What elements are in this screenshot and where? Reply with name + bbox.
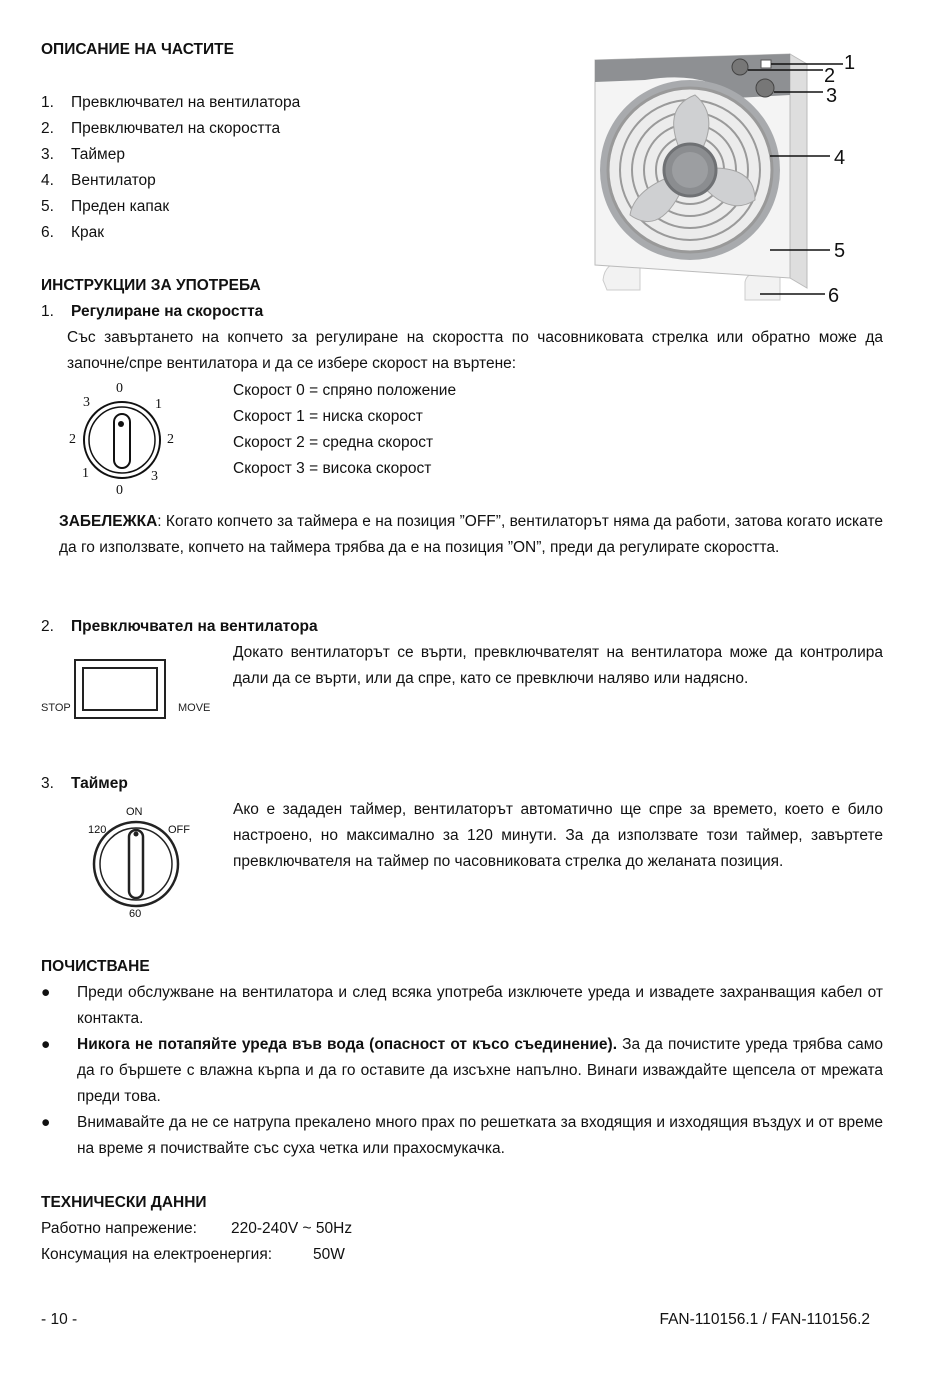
callout-4: 4 xyxy=(834,147,846,169)
list-item: 5. Преден капак xyxy=(41,198,170,215)
callout-3: 3 xyxy=(826,85,838,107)
parts-heading: ОПИСАНИЕ НА ЧАСТИТЕ xyxy=(41,41,234,58)
timer-dial: ON 120 OFF 60 xyxy=(88,806,190,920)
speed-note: ЗАБЕЛЕЖКА: Когато копчето за таймера е на позиция ”OFF”, вентилаторът няма да работи, затова когато искате да го използвате, копчето на таймера трябва да е на позиция ”ON”, преди да регулирате скоростта. xyxy=(59,513,883,556)
switch-illustration xyxy=(41,658,221,724)
list-item: ● Преди обслужване на вентилатора и след всяка употреба изключете уреда и извадете захранващия кабел от контакта. xyxy=(41,984,883,1027)
spec-power: Консумация на електроенергия: 50W xyxy=(41,1246,345,1263)
spec-voltage: Работно напрежение: 220-240V ~ 50Hz xyxy=(41,1220,353,1237)
move-label: MOVE xyxy=(178,702,211,714)
list-item: 1. Превключвател на вентилатора xyxy=(41,94,301,111)
fan-illustration xyxy=(585,50,865,310)
callout-2: 2 xyxy=(824,65,836,87)
list-item: Скорост 2 = средна скорост xyxy=(233,434,434,451)
parts-list xyxy=(41,90,300,246)
list-item: Скорост 0 = спряно положение xyxy=(233,382,457,399)
speed-levels xyxy=(233,378,456,482)
callout-6: 6 xyxy=(828,285,840,307)
list-item: 6. Крак xyxy=(41,224,105,241)
cleaning-heading: ПОЧИСТВАНЕ xyxy=(41,958,150,975)
switch-title: 2. Превключвател на вентилатора xyxy=(41,618,318,635)
list-item: 4. Вентилатор xyxy=(41,172,156,189)
page-number: - 10 - xyxy=(41,1311,78,1328)
model-number: FAN-110156.1 / FAN-110156.2 xyxy=(659,1311,870,1328)
timer-title: 3. Таймер xyxy=(41,775,128,792)
list-item: 2. Превключвател на скоростта xyxy=(41,120,281,137)
list-item: Скорост 3 = висока скорост xyxy=(233,460,432,477)
speed-dial: 0 3 1 2 2 1 3 0 xyxy=(69,381,174,498)
list-item: Скорост 1 = ниска скорост xyxy=(233,408,423,425)
callout-5: 5 xyxy=(834,240,846,262)
list-item: 3. Таймер xyxy=(41,146,125,163)
list-item: ● Никога не потапяйте уреда във вода (опасност от късо съединение). За да почистите уреда трябва само да го бършете с влажна кърпа и да го оставите да изсъхне напълно. Винаги изваждайте щепсела от мрежата преди това. xyxy=(41,1036,883,1105)
switch-text: Докато вентилаторът се върти, превключвателят на вентилатора може да контролира дали да се върти, или да спре, като се превключи наляво или надясно. xyxy=(233,644,883,687)
list-item: ● Внимавайте да не се натрупа прекалено много прах по решетката за входящия и изходящия въздух и от време на време я почиствайте със суха четка или прахосмукачка. xyxy=(41,1114,883,1157)
stop-label: STOP xyxy=(41,702,71,714)
timer-text: Ако е зададен таймер, вентилаторът автоматично ще спре за времето, което е било настроено, но максимално за 120 минути. За да използвате този таймер, завъртете превключвателя на таймер по часовниковата стрелка до желаната позиция. xyxy=(233,801,883,870)
speed-title: 1. Регулиране на скоростта xyxy=(41,303,264,320)
speed-text: Със завъртането на копчето за регулиране на скоростта по часовниковата стрелка или обратно може да започне/спре вентилатора и да се избере скорост на въртене: xyxy=(67,329,883,372)
callout-1: 1 xyxy=(844,52,856,74)
specs-heading: ТЕХНИЧЕСКИ ДАННИ xyxy=(41,1194,207,1211)
usage-heading: ИНСТРУКЦИИ ЗА УПОТРЕБА xyxy=(41,277,261,294)
cleaning-list xyxy=(41,980,883,1162)
